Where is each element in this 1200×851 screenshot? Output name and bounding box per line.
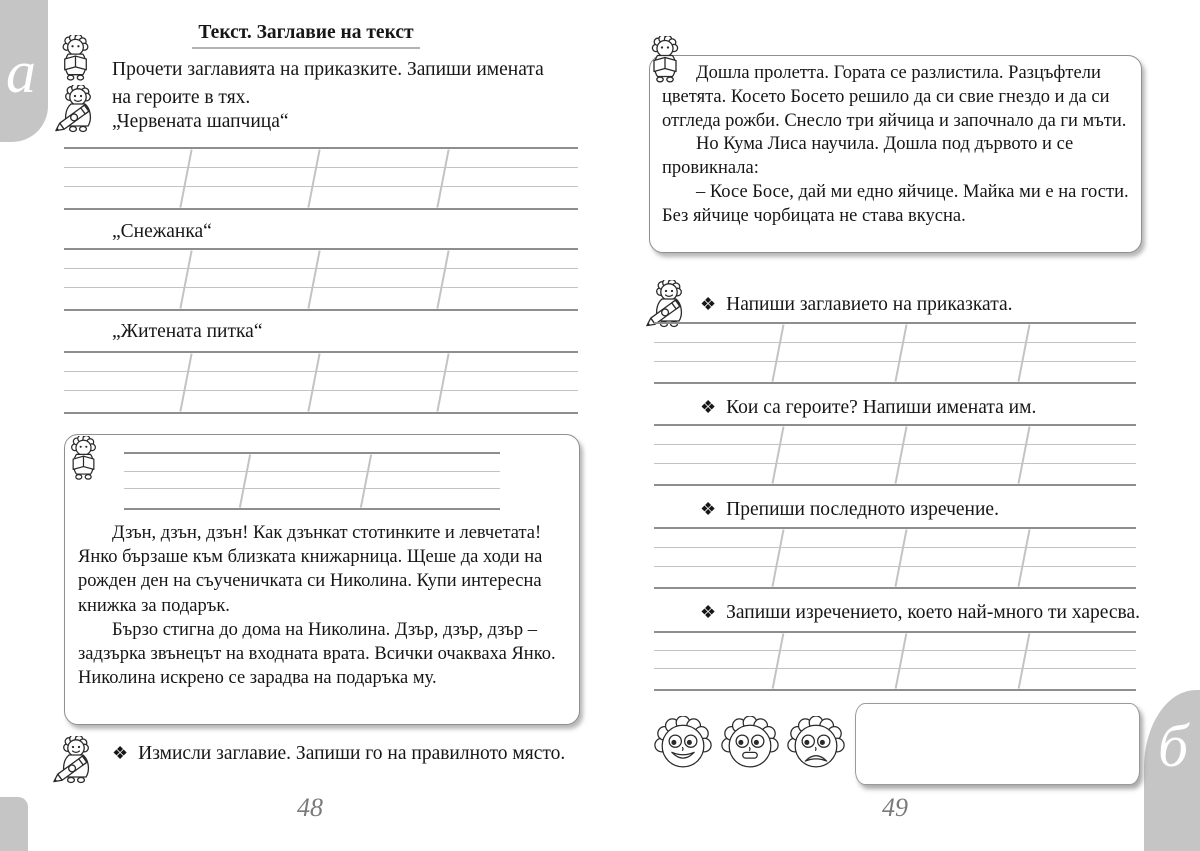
instruction-text: Прочети заглавията на приказките. Запиши имената на героите в тях.: [112, 59, 544, 108]
writing-lines: [64, 248, 578, 311]
story-text-left: [78, 521, 566, 690]
task-invent-title: [112, 740, 599, 768]
writing-lines: [654, 424, 1136, 486]
section-tab-b: [1144, 690, 1200, 851]
task-bullet: ❖: [700, 397, 717, 417]
task-name-heroes: [700, 394, 1159, 422]
writing-lines: [654, 631, 1136, 691]
task-text: Напиши заглавието на приказката.: [726, 294, 1013, 315]
task-favorite-sentence: [700, 599, 1194, 627]
sad-face-icon: [785, 716, 847, 778]
story-title-red-riding-hood: „Червената шапчица“: [112, 111, 289, 132]
task-text: Измисли заглавие. Запиши го на правилното място.: [138, 743, 566, 764]
page-number-left: 48: [297, 793, 323, 822]
task-text: Кои са героите? Напиши имената им.: [726, 397, 1037, 418]
writer-character-icon: [48, 736, 102, 790]
writing-lines: [654, 527, 1136, 589]
story-title-snow-white: „Снежанка“: [112, 221, 212, 242]
story-paragraph: Дзън, дзън, дзън! Как дзънкат стотинките и левчетата! Янко бързаше към близката книжарница. Щеше да ходи на рожден ден на съученичката си Николина. Купи интересна книжка за подарък.: [78, 523, 543, 616]
lesson-title: Текст. Заглавие на текст: [192, 22, 419, 49]
page-number-right: 49: [882, 793, 908, 822]
happy-face-icon: [652, 716, 714, 778]
corner-decoration: [0, 797, 28, 851]
task-text: Запиши изречението, което най-много ти харесва.: [726, 602, 1141, 623]
task-bullet: ❖: [700, 294, 717, 314]
writing-lines-title: [124, 452, 500, 510]
reader-character-icon: [57, 35, 94, 84]
writing-lines: [64, 351, 578, 414]
neutral-face-icon: [719, 716, 781, 778]
self-assessment-note-box: [855, 703, 1140, 785]
task-text: Препиши последното изречение.: [726, 499, 999, 520]
section-letter-a: а: [6, 39, 36, 105]
task-bullet: ❖: [700, 602, 717, 622]
section-tab-a: [0, 0, 48, 142]
writing-lines: [654, 322, 1136, 384]
story-box-right: [649, 55, 1142, 253]
reader-character-icon: [646, 36, 684, 86]
reader-character-icon: [66, 436, 101, 483]
story-box-left: [64, 434, 580, 725]
task-copy-last-sentence: [700, 496, 1159, 524]
story-paragraph: Но Кума Лиса научила. Дошла под дървото и се провикнала:: [662, 134, 1074, 179]
story-paragraph: – Косе Босе, дай ми едно яйчице. Майка ми е на гости. Без яйчице чорбицата не става вкусна.: [662, 181, 1129, 226]
story-paragraph: Дошла пролетта. Гората се разлистила. Разцъфтели цветята. Косето Босето решило да си свие гнездо и да си отгледа рожби. Снесло три яйчица и започнало да ги мъти.: [662, 63, 1127, 131]
lesson-title-wrap: [150, 22, 462, 49]
task-bullet: ❖: [112, 743, 129, 763]
story-paragraph: Бързо стигна до дома на Николина. Дзър, дзър, дзър – задзърка звънецът на входната врата. Всички очакваха Янко. Николина искрено се зарадва на подаръка му.: [78, 619, 556, 689]
story-title-wheat-loaf: „Житената питка“: [112, 321, 263, 342]
writing-lines: [64, 147, 578, 210]
task-write-title: [700, 291, 1159, 319]
task-bullet: ❖: [700, 499, 717, 519]
writer-character-icon: [50, 85, 104, 139]
section-letter-b: б: [1158, 713, 1189, 779]
story-text-right: [662, 62, 1132, 229]
